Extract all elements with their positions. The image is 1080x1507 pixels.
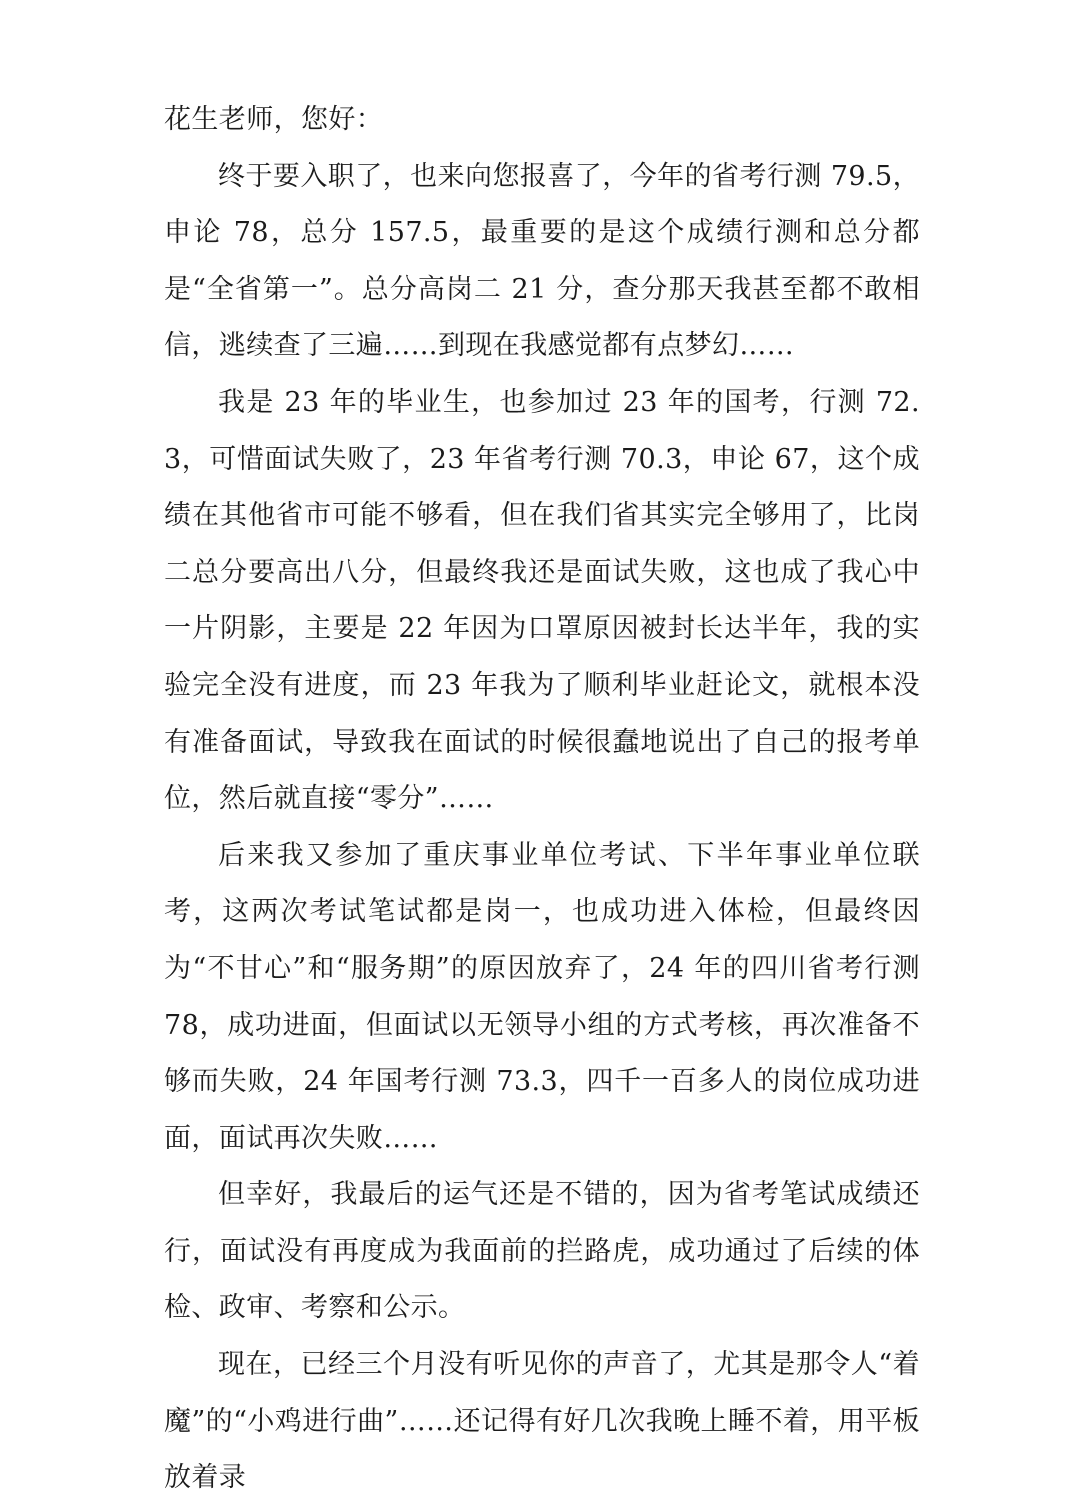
letter-body bbox=[164, 92, 920, 1507]
letter-greeting: 花生老师，您好： bbox=[164, 104, 384, 135]
letter-paragraph: 但幸好，我最后的运气还是不错的，因为省考笔试成绩还行，面试没有再度成为我面前的拦路虎，成功通过了后续的体检、政审、考察和公示。 bbox=[164, 1179, 920, 1324]
letter-paragraph: 终于要入职了，也来向您报喜了，今年的省考行测 79.5，申论 78，总分 157.5，最重要的是这个成绩行测和总分都是“全省第一”。总分高岗二 21 分，查分那天我甚至都不敢相信，逃续查了三遍……到现在我感觉都有点梦幻…… bbox=[164, 160, 920, 362]
letter-paragraph: 后来我又参加了重庆事业单位考试、下半年事业单位联考，这两次考试笔试都是岗一，也成功进入体检，但最终因为“不甘心”和“服务期”的原因放弃了，24 年的四川省考行测 78，成功进面，但面试以无领导小组的方式考核，再次准备不够而失败，24 年国考行测 73.3，四千一百多人的岗位成功进面，面试再次失败…… bbox=[164, 839, 920, 1154]
letter-paragraph: 我是 23 年的毕业生，也参加过 23 年的国考，行测 72.3，可惜面试失败了，23 年省考行测 70.3，申论 67，这个成绩在其他省市可能不够看，但在我们省其实完全够用了，比岗二总分要高出八分，但最终我还是面试失败，这也成了我心中一片阴影，主要是 22 年因为口罩原因被封长达半年，我的实验完全没有进度，而 23 年我为了顺利毕业赶论文，就根本没有准备面试，导致我在面试的时候很蠢地说出了自己的报考单位，然后就直接“零分”…… bbox=[164, 386, 920, 815]
letter-paragraph: 现在，已经三个月没有听见你的声音了，尤其是那令人“着魔”的“小鸡进行曲”……还记得有好几次我晚上睡不着，用平板放着录 bbox=[164, 1349, 920, 1494]
